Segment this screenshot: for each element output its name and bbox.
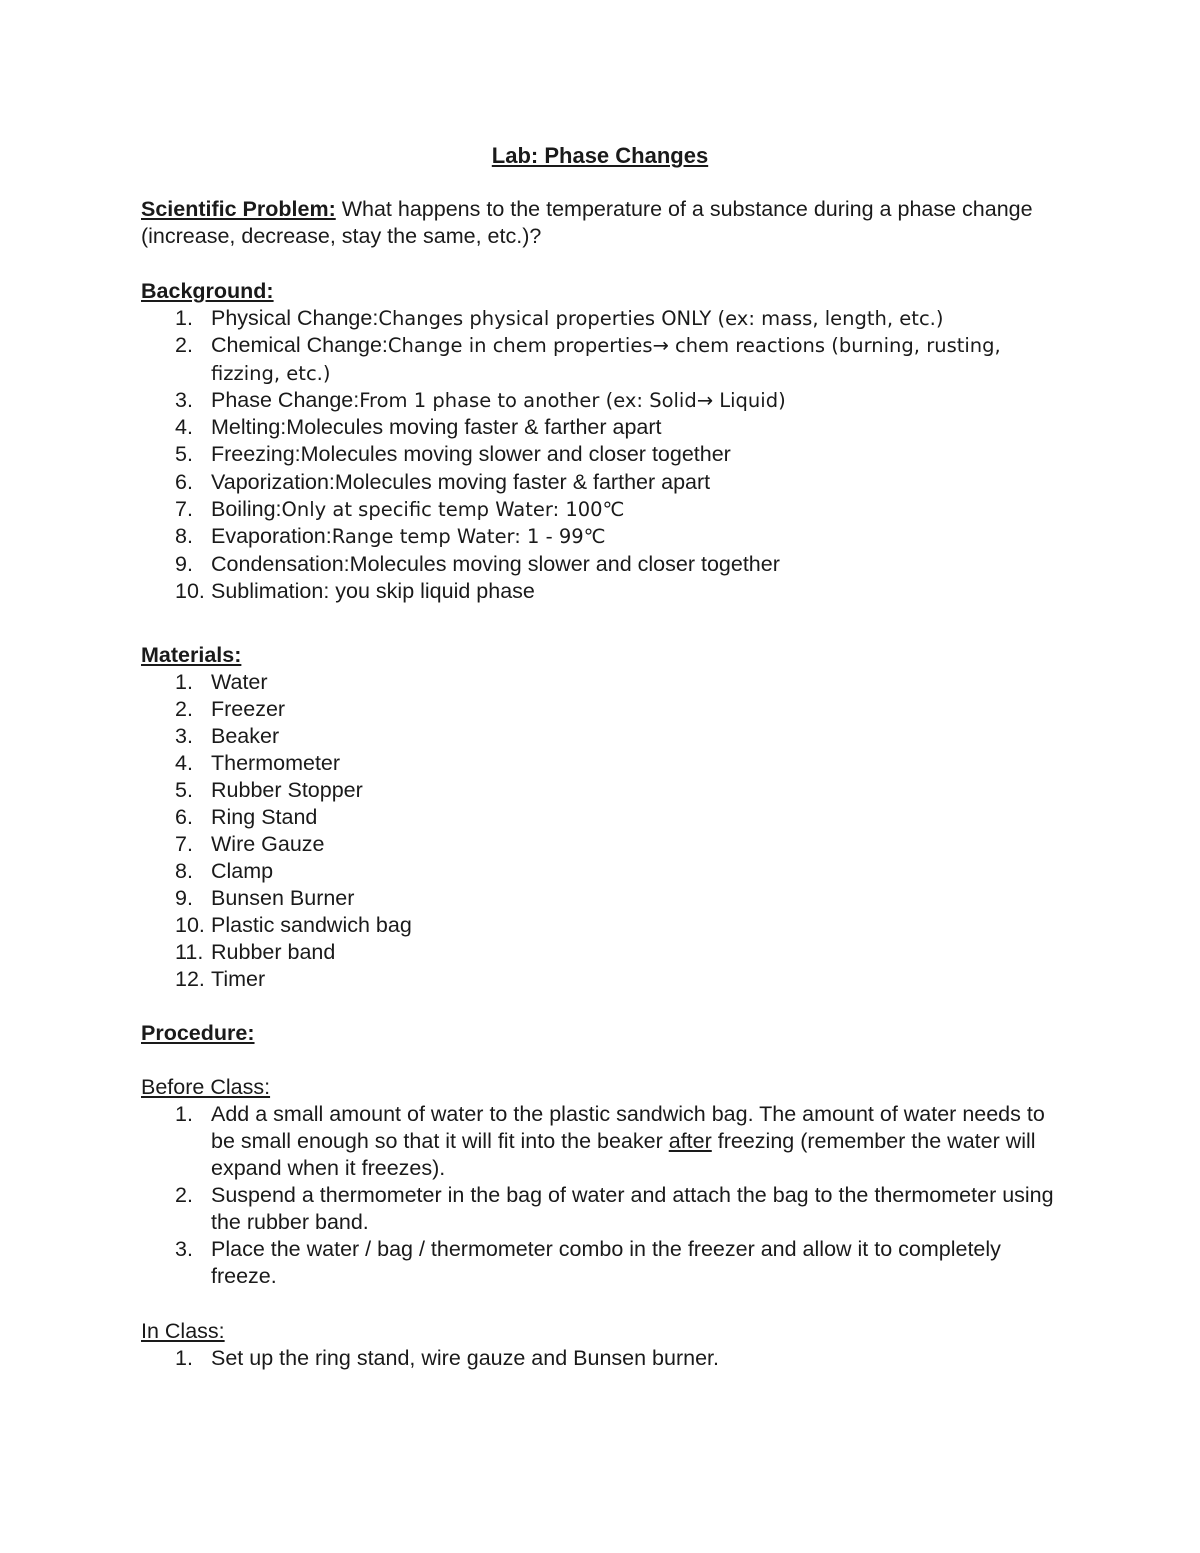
list-item	[141, 305, 1061, 332]
item-text: Wire Gauze	[211, 832, 325, 856]
item-detail: Changes physical properties ONLY (ex: mass, length, etc.)	[378, 307, 944, 330]
item-number: 1.	[175, 306, 193, 330]
item-number: 2.	[175, 1183, 193, 1207]
item-term: Sublimation: you skip liquid phase	[211, 578, 535, 603]
item-number: 7.	[175, 497, 193, 522]
problem-text: What happens to the temperature of a substance during a phase change (increase, decrease, stay the same, etc.)?	[141, 197, 1033, 248]
list-item	[141, 966, 1061, 993]
item-term: Physical Change:	[211, 306, 379, 330]
item-term: Vaporization:Molecules moving faster & farther apart	[211, 469, 711, 494]
item-text: Plastic sandwich bag	[211, 913, 412, 937]
item-detail: Range temp Water: 1 - 99℃	[331, 525, 606, 549]
item-number: 7.	[175, 832, 193, 856]
background-list	[141, 305, 1061, 605]
item-number: 1.	[175, 1346, 193, 1370]
item-text: Bunsen Burner	[211, 886, 355, 910]
item-text: Place the water / bag / thermometer combo in the freezer and allow it to completely freeze.	[211, 1237, 1001, 1288]
item-number: 3.	[175, 1237, 193, 1261]
item-number: 4.	[175, 415, 193, 440]
item-number: 8.	[175, 859, 193, 883]
item-term: Evaporation:	[211, 524, 332, 549]
item-text: Water	[211, 670, 268, 694]
in-class-section	[141, 1317, 1061, 1372]
list-item	[141, 696, 1061, 723]
item-number: 8.	[175, 524, 193, 549]
before-class-list	[141, 1101, 1061, 1290]
item-text: Timer	[211, 967, 266, 991]
list-item	[141, 1101, 1061, 1182]
item-number: 2.	[175, 697, 193, 721]
item-number: 3.	[175, 724, 193, 748]
list-item	[141, 332, 1061, 387]
procedure-heading: Procedure:	[141, 1021, 255, 1045]
before-class-label: Before Class:	[141, 1075, 271, 1099]
item-term: Condensation:Molecules moving slower and closer together	[211, 551, 780, 576]
item-text: Rubber Stopper	[211, 778, 363, 802]
item-number: 4.	[175, 751, 193, 775]
list-item	[141, 939, 1061, 966]
item-detail: Only at specific temp Water: 100℃	[281, 498, 625, 522]
in-class-label: In Class:	[141, 1319, 225, 1343]
item-text: Clamp	[211, 859, 274, 883]
list-item	[141, 777, 1061, 804]
list-item	[141, 414, 1061, 441]
item-text: Suspend a thermometer in the bag of water and attach the bag to the thermometer using the rubber band.	[211, 1183, 1054, 1234]
list-item	[141, 387, 1061, 414]
item-detail: Change in chem properties→ chem reactions (burning, rusting, fizzing, etc.)	[211, 334, 1001, 385]
materials-heading: Materials:	[141, 643, 242, 667]
list-item	[141, 551, 1061, 578]
item-number: 12.	[175, 967, 205, 991]
list-item	[141, 523, 1061, 550]
item-number: 11.	[175, 940, 204, 964]
item-text: Thermometer	[211, 751, 341, 775]
item-number: 3.	[175, 387, 193, 412]
list-item	[141, 723, 1061, 750]
list-item	[141, 831, 1061, 858]
item-term: Melting:Molecules moving faster & farther apart	[211, 415, 662, 440]
item-term: Boiling:	[211, 497, 282, 522]
background-section	[141, 277, 1061, 605]
before-class-section	[141, 1073, 1061, 1290]
item-emphasis: after	[668, 1129, 712, 1153]
scientific-problem	[141, 196, 1061, 250]
item-term: Chemical Change:	[211, 333, 388, 358]
item-number: 10.	[175, 578, 205, 603]
item-number: 5.	[175, 442, 193, 467]
background-heading: Background:	[141, 279, 274, 303]
item-number: 6.	[175, 469, 193, 494]
materials-list	[141, 669, 1061, 993]
list-item	[141, 912, 1061, 939]
list-item	[141, 804, 1061, 831]
item-text: Ring Stand	[211, 805, 318, 829]
item-number: 5.	[175, 778, 193, 802]
item-text: Add a small amount of water to the plastic sandwich bag. The amount of water needs to be small enough so that it will fit into the beaker	[211, 1102, 1045, 1153]
in-class-list	[141, 1345, 1061, 1372]
item-term: Freezing:Molecules moving slower and closer together	[211, 442, 731, 467]
list-item	[141, 1345, 1061, 1372]
list-item	[141, 1182, 1061, 1236]
materials-section	[141, 641, 1061, 993]
item-number: 1.	[175, 670, 193, 694]
list-item	[141, 885, 1061, 912]
procedure-section	[141, 1019, 1061, 1047]
item-number: 9.	[175, 551, 193, 576]
list-item	[141, 858, 1061, 885]
problem-label: Scientific Problem:	[141, 197, 336, 221]
list-item	[141, 669, 1061, 696]
item-text: Rubber band	[211, 940, 336, 964]
list-item	[141, 578, 1061, 605]
list-item	[141, 469, 1061, 496]
list-item	[141, 441, 1061, 468]
item-number: 9.	[175, 886, 193, 910]
item-text: Freezer	[211, 697, 286, 721]
item-term: Phase Change:	[211, 387, 360, 412]
list-item	[141, 496, 1061, 523]
item-text-rest: freezing (remember the water will expand when it freezes).	[211, 1129, 1036, 1180]
list-item	[141, 1236, 1061, 1290]
item-number: 1.	[175, 1102, 193, 1126]
page-title: Lab: Phase Changes	[491, 143, 709, 168]
item-detail: From 1 phase to another (ex: Solid→ Liquid)	[359, 388, 786, 412]
item-text: Set up the ring stand, wire gauze and Bunsen burner.	[211, 1346, 719, 1370]
item-number: 6.	[175, 805, 193, 829]
list-item	[141, 750, 1061, 777]
item-number: 10.	[175, 913, 205, 937]
item-number: 2.	[175, 333, 193, 358]
item-text: Beaker	[211, 724, 280, 748]
